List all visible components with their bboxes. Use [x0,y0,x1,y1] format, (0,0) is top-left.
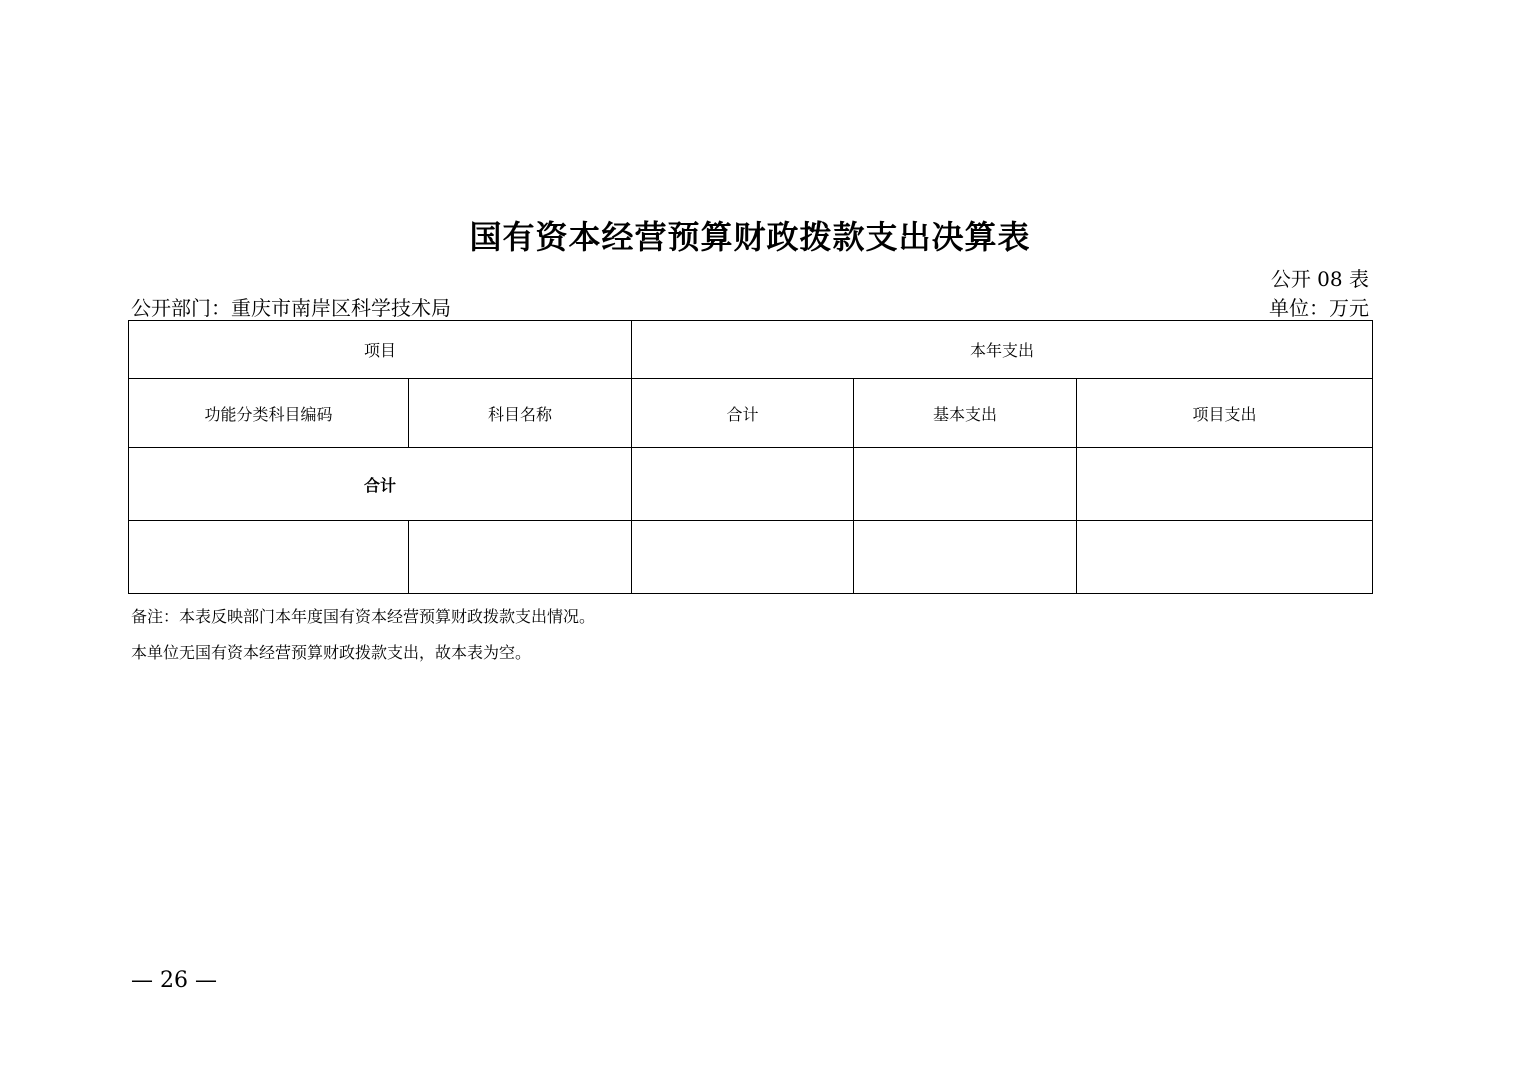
table-total-row [129,448,1373,521]
expense-table [128,320,1373,594]
header-current-year-expense: 本年支出 [632,321,1373,379]
header-code: 功能分类科目编码 [129,379,409,448]
department-label: 公开部门：重庆市南岸区科学技术局 [131,296,451,320]
header-name: 科目名称 [409,379,632,448]
row-total-cell [632,521,854,594]
total-label: 合计 [129,448,632,521]
total-total-cell [632,448,854,521]
table-header-row-2 [129,379,1373,448]
note-remark: 备注：本表反映部门本年度国有资本经营预算财政拨款支出情况。 [131,607,596,626]
table-row [129,521,1373,594]
row-name-cell [409,521,632,594]
header-total: 合计 [632,379,854,448]
note-empty-statement: 本单位无国有资本经营预算财政拨款支出，故本表为空。 [131,643,532,662]
header-project: 项目支出 [1077,379,1373,448]
form-number: 公开 08 表 [1270,267,1369,291]
page-title: 国有资本经营预算财政拨款支出决算表 [469,218,1031,256]
total-project-cell [1077,448,1373,521]
header-item: 项目 [129,321,632,379]
row-basic-cell [854,521,1077,594]
row-code-cell [129,521,409,594]
unit-label: 单位：万元 [1269,296,1369,320]
page-number: — 26 — [131,968,217,993]
row-project-cell [1077,521,1373,594]
total-basic-cell [854,448,1077,521]
header-basic: 基本支出 [854,379,1077,448]
table-header-row-1 [129,321,1373,379]
